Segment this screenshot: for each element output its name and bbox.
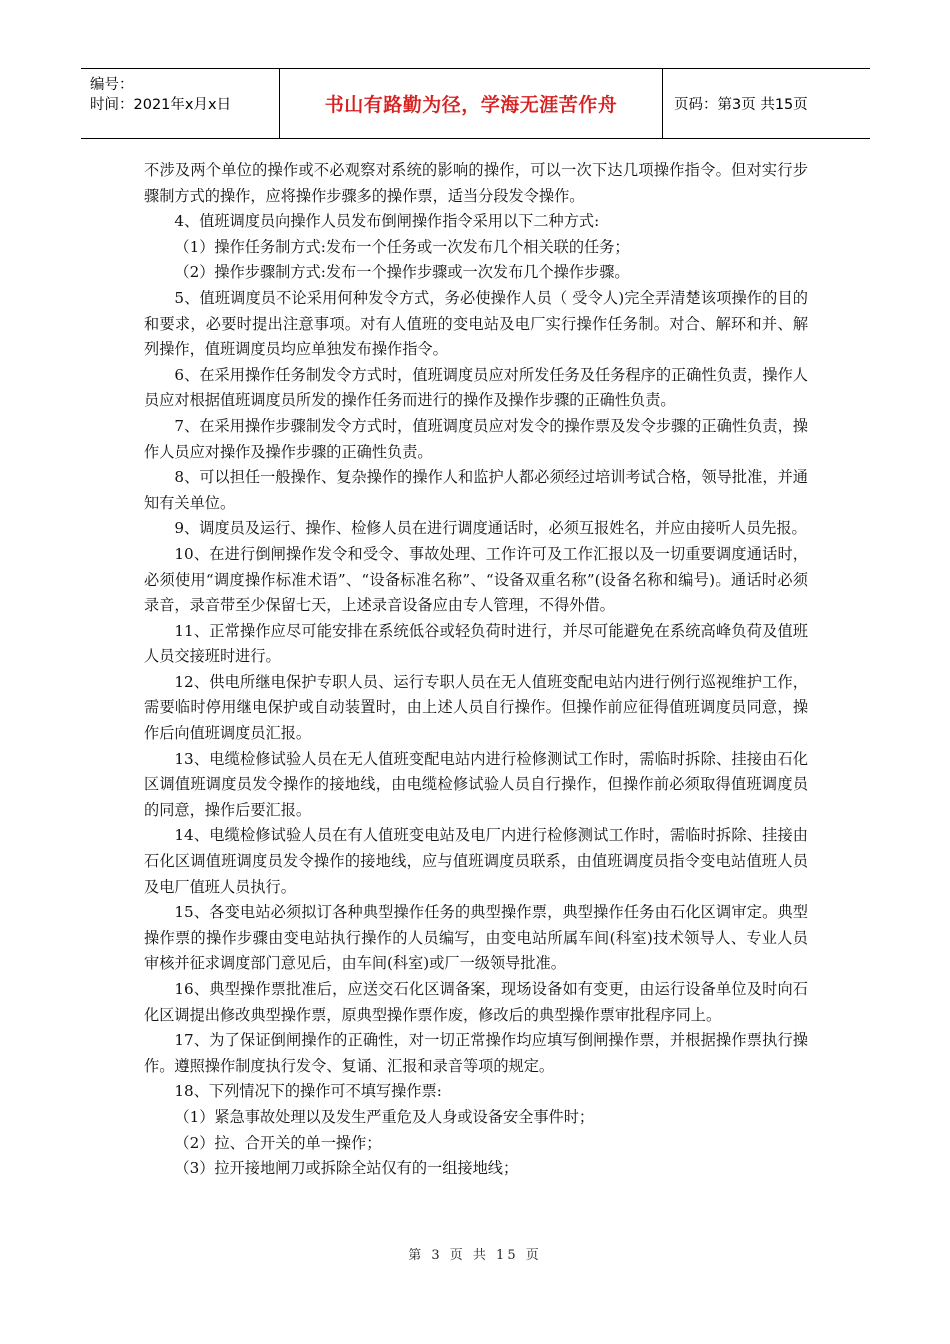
list-item: （1）操作任务制方式:发布一个任务或一次发布几个相关联的任务；	[174, 237, 630, 256]
paragraph: 7、在采用操作步骤制发令方式时，值班调度员应对发令的操作票及发令步骤的正确性负责，操作人员应对操作及操作步骤的正确性负责。	[144, 416, 808, 461]
header-page-number: 页码：第3页 共15页	[674, 97, 808, 113]
paragraph: 9、调度员及运行、操作、检修人员在进行调度通话时，必须互报姓名，并应由接听人员先报。	[174, 519, 807, 538]
paragraph: 15、各变电站必须拟订各种典型操作任务的典型操作票，典型操作任务由石化区调审定。典型操作票的操作步骤由变电站执行操作的人员编写，由变电站所属车间(科室)技术领导人、专业人员审核并征求调度部门意见后，由车间(科室)或厂一级领导批准。	[144, 903, 808, 973]
list-item: （3）拉开接地闸刀或拆除全站仅有的一组接地线；	[174, 1159, 519, 1178]
document-number-label: 编号：	[90, 77, 134, 93]
paragraph: 16、典型操作票批准后，应送交石化区调备案，现场设备如有变更，由运行设备单位及时向石化区调提出修改典型操作票，原典型操作票作废，修改后的典型操作票审批程序同上。	[144, 980, 808, 1024]
paragraph: 18、下列情况下的操作可不填写操作票:	[174, 1082, 442, 1101]
document-date-label: 时间：2021年x月x日	[90, 97, 232, 113]
paragraph: 13、电缆检修试验人员在无人值班变配电站内进行检修测试工作时，需临时拆除、挂接由石化区调值班调度员发令操作的接地线，由电缆检修试验人员自行操作，但操作前必须取得值班调度员的同意，操作后要汇报。	[144, 749, 808, 819]
header-meta-cell	[81, 69, 280, 138]
paragraph: 10、在进行倒闸操作发令和受令、事故处理、工作许可及工作汇报以及一切重要调度通话时，必须使用“调度操作标准术语”、“设备标准名称”、“设备双重名称”(设备名称和编号)。通话时必须录音，录音带至少保留七天，上述录音设备应由专人管理，不得外借。	[144, 544, 808, 615]
paragraph: 6、在采用操作任务制发令方式时，值班调度员应对所发任务及任务程序的正确性负责，操作人员应对根据值班调度员所发的操作任务而进行的操作及操作步骤的正确性负责。	[144, 365, 808, 410]
paragraph: 11、正常操作应尽可能安排在系统低谷或轻负荷时进行，并尽可能避免在系统高峰负荷及值班人员交接班时进行。	[144, 621, 808, 666]
list-item: （2）操作步骤制方式:发布一个操作步骤或一次发布几个操作步骤。	[174, 263, 630, 282]
header-motto: 书山有路勤为径，学海无涯苦作舟	[280, 69, 663, 138]
paragraph: 不涉及两个单位的操作或不必观察对系统的影响的操作，可以一次下达几项操作指令。但对实行步骤制方式的操作，应将操作步骤多的操作票，适当分段发令操作。	[144, 161, 808, 205]
list-item: （1）紧急事故处理以及发生严重危及人身或设备安全事件时；	[174, 1107, 595, 1126]
paragraph: 8、可以担任一般操作、复杂操作的操作人和监护人都必须经过培训考试合格，领导批准，并通知有关单位。	[144, 468, 808, 512]
document-body	[144, 158, 808, 1182]
page-header	[81, 68, 870, 139]
paragraph: 12、供电所继电保护专职人员、运行专职人员在无人值班变配电站内进行例行巡视维护工作，需要临时停用继电保护或自动装置时，由上述人员自行操作。但操作前应征得值班调度员同意，操作后向值班调度员汇报。	[144, 672, 808, 743]
paragraph: 5、值班调度员不论采用何种发令方式，务必使操作人员（ 受令人)完全弄清楚该项操作的目的和要求，必要时提出注意事项。对有人值班的变电站及电厂实行操作任务制。对合、解环和并、解列操作，值班调度员均应单独发布操作指令。	[144, 288, 808, 359]
paragraph: 17、为了保证倒闸操作的正确性，对一切正常操作均应填写倒闸操作票，并根据操作票执行操作。遵照操作制度执行发令、复诵、汇报和录音等项的规定。	[144, 1031, 808, 1075]
paragraph: 14、电缆检修试验人员在有人值班变电站及电厂内进行检修测试工作时，需临时拆除、挂接由石化区调值班调度员发令操作的接地线，应与值班调度员联系，由值班调度员指令变电站值班人员及电厂值班人员执行。	[144, 826, 808, 896]
page-footer: 第 3 页 共 15 页	[408, 1248, 542, 1263]
paragraph: 4、值班调度员向操作人员发布倒闸操作指令采用以下二种方式:	[174, 212, 600, 231]
list-item: （2）拉、合开关的单一操作；	[174, 1133, 382, 1152]
